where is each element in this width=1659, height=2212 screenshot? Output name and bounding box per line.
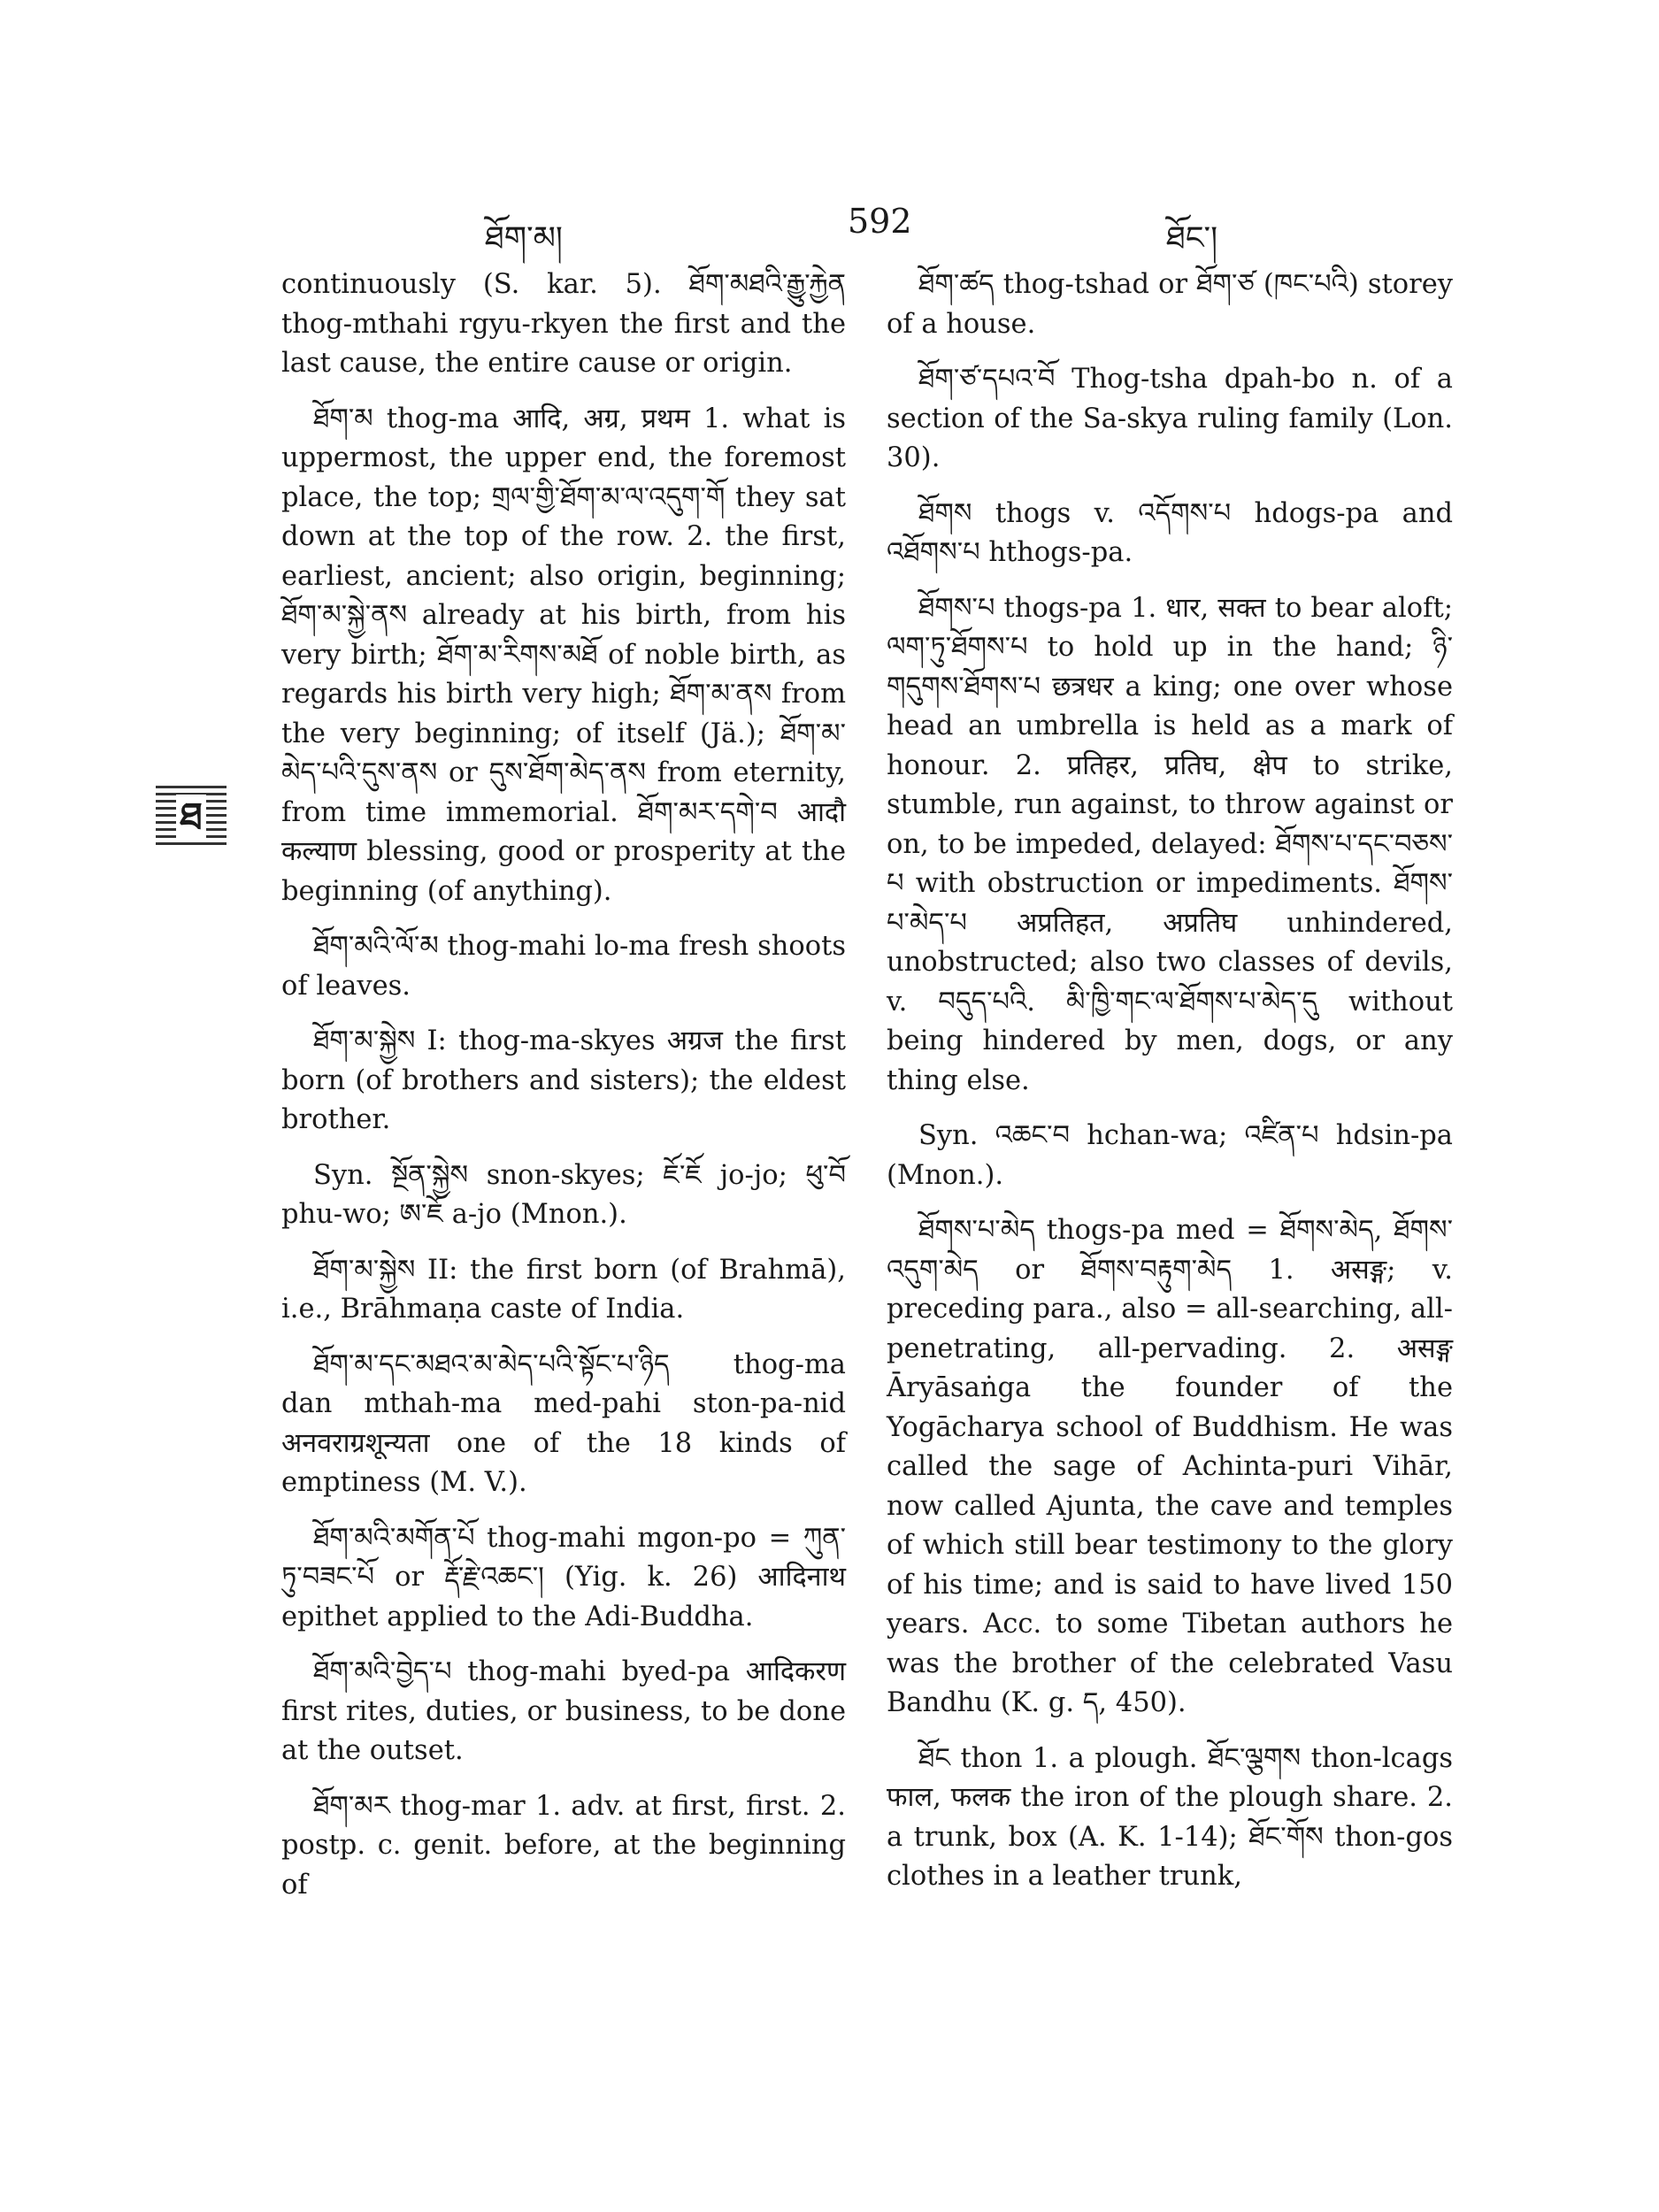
entry-text: Syn. སྔོན་སྐྱེས snon-skyes; ཇོ་ཇོ jo-jo; ཕུ་བོ phu-wo; ཨ་ཇོ a-jo (Mnon.). [281,1159,846,1230]
header-right-word: ཐོང་། [1166,220,1218,257]
entry-text: ཐོག་ཙ་དཔའ་བོ Thog-tsha dpah-bo n. of a section of the Sa-skya ruling family (Lon. 30). [887,364,1453,473]
entry-text: ཐོག་ཚད thog-tshad or ཐོག་ཙ (ཁང་པའི) storey of a house. [887,269,1453,340]
entry-text: ཐོག་མའི་མགོན་པོ thog-mahi mgon-po = ཀུན་ཏུ་བཟང་པོ or རྡོ་རྗེ་འཆང་། (Yig. k. 26) आदिनाथ epithet applied to the Adi-Buddha. [281,1522,846,1632]
left-column [281,265,846,1921]
entry-text: ཐོག་མ་སྐྱེས I: thog-ma-skyes अग्रज the first born (of brothers and sisters); the eldest brother. [281,1025,846,1135]
margin-marker [156,786,227,848]
entry-text: ཐོག་མའི་ལོ་མ thog-mahi lo-ma fresh shoots of leaves. [281,931,846,1002]
entry-text: ཐོག་མ་སྐྱེས II: the first born (of Brahmā), i.e., Brāhmaṇa caste of India. [281,1254,846,1325]
entry-text: ཐོགས thogs v. འདོགས་པ hdogs-pa and འཐོགས་པ hthogs-pa. [887,497,1453,568]
entry-text: ཐོག་མ་དང་མཐའ་མ་མེད་པའི་སྟོང་པ་ཉིད thog-ma dan mthah-ma med-pahi ston-pa-nid अनवराग्रशून्यता one of the 18 kinds of emptiness (M. V.). [281,1348,846,1498]
entry-text: ཐོང thon 1. a plough. ཐོང་ལྕགས thon-lcags फाल, फलक the iron of the plough share. 2. a trunk, box (A. K. 1-14); ཐོང་གོས thon-gos clothes in a leather trunk, [887,1742,1453,1892]
entry-text: Syn. འཆང་བ hchan-wa; འཛིན་པ hdsin-pa (Mnon.). [887,1120,1453,1191]
margin-marker-letter: ཐ [176,795,205,838]
entry-text: ཐོགས་པ thogs-pa 1. धार, सक्त to bear aloft; ལག་ཏུ་ཐོགས་པ to hold up in the hand; ཉི་གདུགས་ཐོགས་པ छत्रधर a king; one over whose head an umbrella is held as a mark of honour. 2. प्रतिहर, प्रतिघ, क्षेप to strike, stumble, run against, to throw against or on, to be impeded, delayed: ཐོགས་པ་དང་བཅས་པ with obstruction or impediments. ཐོགས་པ་མེད་པ अप्रतिहत, अप्रतिघ unhindered, unobstructed; also two classes of devils, v. བདུད་པའི. མི་ཁྱི་གང་ལ་ཐོགས་པ་མེད་དུ without being hindered by men, dogs, or any thing else. [887,592,1453,1096]
entry-text: ཐོག་མའི་བྱེད་པ thog-mahi byed-pa आदिकरण first rites, duties, or business, to be done at the outset. [281,1656,846,1766]
entry-text: ཐོག་མ thog-ma आदि, अग्र, प्रथम 1. what is uppermost, the upper end, the foremost place, the top; གྲལ་གྱི་ཐོག་མ་ལ་འདུག་གོ they sat down at the top of the row. 2. the first, earliest, ancient; also origin, beginning; ཐོག་མ་སྐྱེ་ནས already at his birth, from his very birth; ཐོག་མ་རིགས་མཐོ of noble birth, as regards his birth very high; ཐོག་མ་ནས from the very beginning; of itself (Jä.); ཐོག་མ་མེད་པའི་དུས་ནས or དུས་ཐོག་མེད་ནས from eternity, from time immemorial. ཐོག་མར་དགེ་བ आदौ कल्याण blessing, good or prosperity at the beginning (of anything). [281,403,846,907]
entry-text: ཐོགས་པ་མེད thogs-pa med = ཐོགས་མེད, ཐོགས་འདུག་མེད or ཐོགས་བརྟུག་མེད 1. असङ्ग; v. preceding para., also = all-searching, all-penetrating, all-pervading. 2. असङ्ग Āryāsaṅga the founder of the Yogācharya school of Buddhism. He was called the sage of Achinta-puri Vihār, now called Ajunta, the cave and temples of which still bear testimony to the glory of his time; and is said to have lived 150 years. Acc. to some Tibetan authors he was the brother of the celebrated Vasu Bandhu (K. g. ད, 450). [887,1215,1453,1718]
page-number: 592 [848,202,912,241]
entry-text: continuously (S. kar. 5). ཐོག་མཐའི་རྒྱུ་རྐྱེན thog-mthahi rgyu-rkyen the first and the last cause, the entire cause or origin. [281,269,846,379]
header-left-word: ཐོག་མ། [485,220,563,257]
entry-text: ཐོག་མར thog-mar 1. adv. at first, first. 2. postp. c. genit. before, at the beginning of [281,1790,846,1901]
right-column [887,265,1453,1913]
